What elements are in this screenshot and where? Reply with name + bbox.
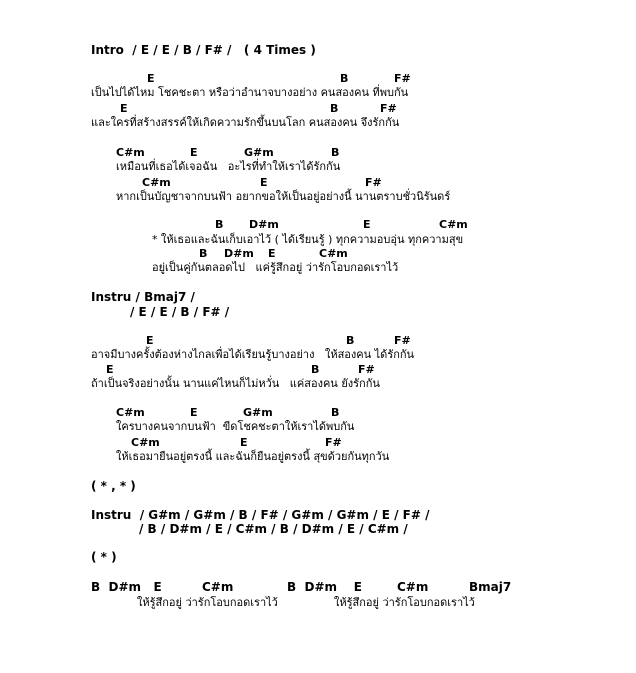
chord: E [120, 102, 128, 115]
chord: E [268, 247, 276, 260]
chord: F# [380, 102, 397, 115]
lyric-line: อยู่เป็นคู่กันตลอดไป แค่รู้สึกอยู่ ว่ารักโอบกอดเราไว้ [152, 261, 399, 274]
chord: E [146, 334, 154, 347]
chord: G#m [244, 146, 274, 159]
instrumental-line: / E / E / B / F# / [130, 305, 230, 319]
lyric-line: ให้เธอมายืนอยู่ตรงนี้ และฉันก็ยืนอยู่ตรงนี้ สุขด้วยกันทุกวัน [116, 450, 390, 463]
chord: B [331, 146, 340, 159]
chord: B D#m E [91, 580, 162, 594]
chord: B D#m E [287, 580, 362, 594]
lyric-line: ให้รู้สึกอยู่ ว่ารักโอบกอดเราไว้ [137, 596, 278, 609]
instrumental-line: Instru / G#m / G#m / B / F# / G#m / G#m / E / F# / [91, 508, 430, 522]
chord: C#m [319, 247, 348, 260]
chord: C#m [397, 580, 429, 594]
chord: D#m [224, 247, 254, 260]
chord: F# [365, 176, 382, 189]
lyric-line: ใครบางคนจากบนฟ้า ขีดโชคชะตาให้เราได้พบกัน [116, 420, 355, 433]
chord: E [260, 176, 268, 189]
chord: B [346, 334, 355, 347]
chord: E [147, 72, 155, 85]
chord: C#m [439, 218, 468, 231]
chord: E [363, 218, 371, 231]
chord: C#m [142, 176, 171, 189]
chord: B [330, 102, 339, 115]
lyric-line: เหมือนที่เธอได้เจอฉัน อะไรที่ทำให้เราได้รักกัน [116, 160, 341, 173]
chord: B [311, 363, 320, 376]
lyric-line: หากเป็นบัญชาจากบนฟ้า อยากขอให้เป็นอยู่อย่างนี้ นานตราบชั่วนิรันดร์ [116, 190, 451, 203]
instrumental-line: Instru / Bmaj7 / [91, 290, 195, 304]
lyric-line: และใครที่สร้างสรรค์ให้เกิดความรักขึ้นบนโลก คนสองคน จึงรักกัน [91, 116, 400, 129]
chord: E [240, 436, 248, 449]
instrumental-line: / B / D#m / E / C#m / B / D#m / E / C#m / [139, 522, 408, 536]
chord: F# [325, 436, 342, 449]
chord: B [199, 247, 208, 260]
chord: C#m [116, 146, 145, 159]
chord: E [190, 406, 198, 419]
chord: B [331, 406, 340, 419]
repeat-marker: ( * , * ) [91, 479, 136, 493]
chord: Bmaj7 [469, 580, 512, 594]
lyric-line: อาจมีบางครั้งต้องห่างไกลเพื่อได้เรียนรู้บางอย่าง ให้สองคน ได้รักกัน [91, 348, 415, 361]
lyric-line: เป็นไปได้ไหม โชคชะตา หรือว่าอำนาจบางอย่าง คนสองคน ที่พบกัน [91, 86, 409, 99]
chord: C#m [131, 436, 160, 449]
chord: B [215, 218, 224, 231]
chord: E [190, 146, 198, 159]
chord: C#m [116, 406, 145, 419]
lyric-line: ให้รู้สึกอยู่ ว่ารักโอบกอดเราไว้ [334, 596, 475, 609]
chord: G#m [243, 406, 273, 419]
chord: E [106, 363, 114, 376]
intro-line: Intro / E / E / B / F# / ( 4 Times ) [91, 43, 316, 57]
chord: F# [394, 72, 411, 85]
chord: C#m [202, 580, 234, 594]
lyric-line: ถ้าเป็นจริงอย่างนั้น นานแค่ไหนก็ไม่หวั่น แค่สองคน ยังรักกัน [91, 377, 380, 390]
chord: F# [394, 334, 411, 347]
chord: D#m [249, 218, 279, 231]
lyric-line: * ให้เธอและฉันเก็บเอาไว้ ( ได้เรียนรู้ ) ทุกความอบอุ่น ทุกความสุข [152, 233, 464, 246]
repeat-marker: ( * ) [91, 550, 117, 564]
chord: F# [358, 363, 375, 376]
chord: B [340, 72, 349, 85]
